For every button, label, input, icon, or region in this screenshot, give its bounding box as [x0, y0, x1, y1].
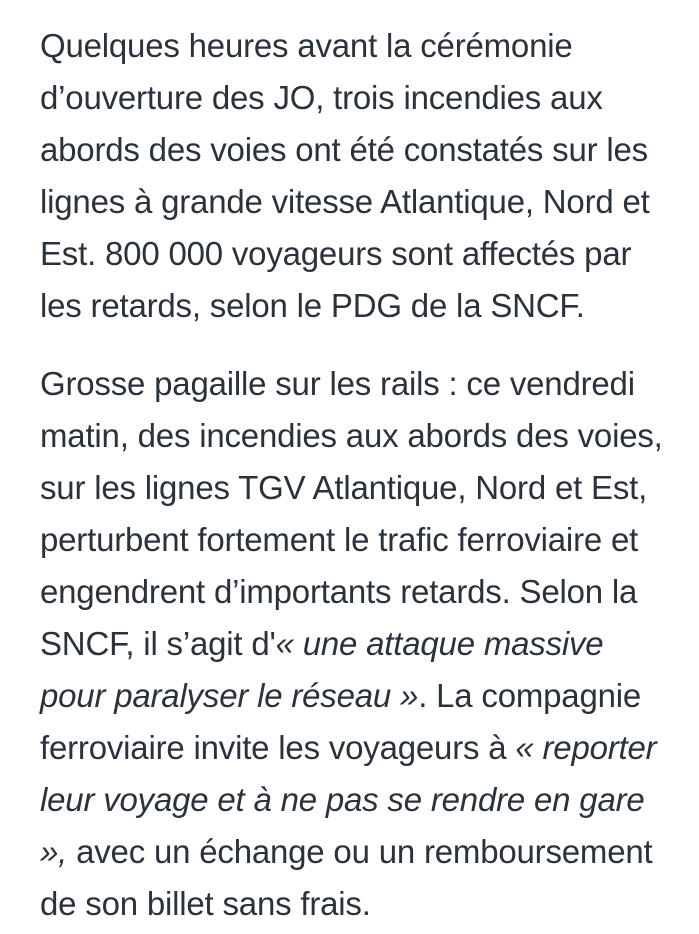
text-run: Quelques heures avant la cérémonie d’ouverture des JO, trois incendies aux abords des voies ont été constatés sur les lignes à grande vitesse Atlantique, Nord et Est. 800 000 voyageurs sont affectés par les retards, selon le PDG de la SNCF. — [40, 27, 650, 324]
quoted-text-run: « reporter leur voyage et à ne pas se rendre en gare », — [40, 729, 657, 870]
text-run: Grosse pagaille sur les rails : ce vendredi matin, des incendies aux abords des voies, sur les lignes TGV Atlantique, Nord et Est, perturbent fortement le trafic ferroviaire et engendrent d’importants retards. Selon la SNCF, il s’agit d' — [40, 365, 663, 662]
lead-paragraph — [40, 20, 675, 332]
quoted-text-run: « une attaque massive pour paralyser le réseau » — [40, 625, 604, 714]
text-run: avec un échange ou un remboursement de son billet sans frais. — [40, 833, 653, 922]
body-paragraph — [40, 358, 675, 930]
text-run: . La compagnie ferroviaire invite les voyageurs à — [40, 677, 642, 766]
